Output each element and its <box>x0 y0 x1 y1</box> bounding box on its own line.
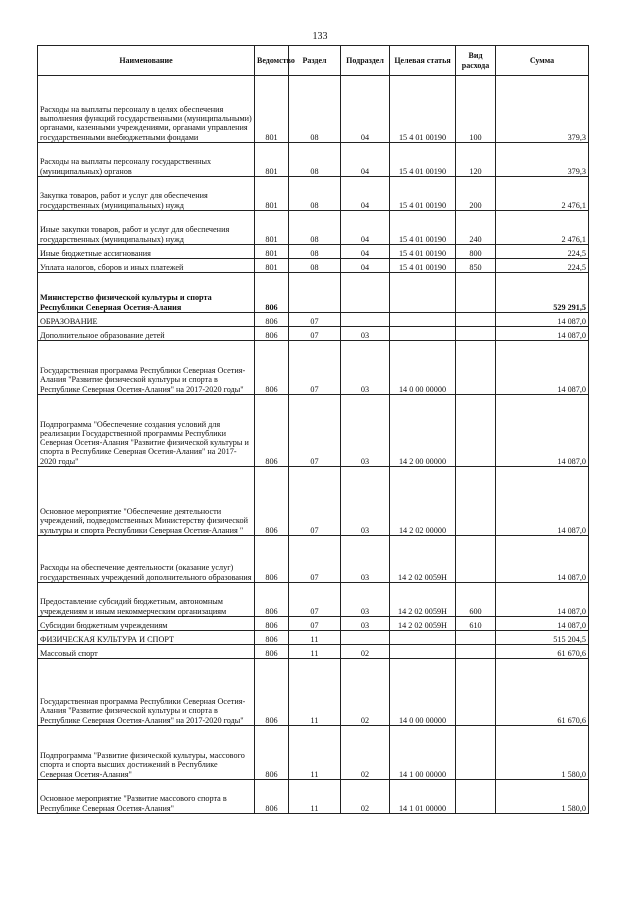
cell-target: 15 4 01 00190 <box>390 259 456 273</box>
cell-subsection: 03 <box>341 395 390 467</box>
cell-subsection: 02 <box>341 780 390 814</box>
cell-exp-type <box>456 536 496 583</box>
cell-dept: 806 <box>255 341 289 395</box>
cell-exp-type <box>456 645 496 659</box>
table-row <box>38 645 589 659</box>
cell-dept: 801 <box>255 177 289 211</box>
cell-sum: 2 476,1 <box>496 211 589 245</box>
cell-exp-type: 600 <box>456 583 496 617</box>
cell-subsection: 03 <box>341 536 390 583</box>
cell-name: Основное мероприятие "Развитие массового спорта в Республике Северная Осетия-Алания" <box>38 780 255 814</box>
cell-exp-type <box>456 341 496 395</box>
cell-exp-type <box>456 313 496 327</box>
cell-subsection: 02 <box>341 726 390 780</box>
cell-section: 07 <box>289 313 341 327</box>
cell-name: Подпрограмма "Развитие физической культуры, массового спорта и спорта высших достижений в Республике Северная Осетия-Алания" <box>38 726 255 780</box>
cell-exp-type <box>456 780 496 814</box>
table-row <box>38 313 589 327</box>
cell-subsection: 04 <box>341 143 390 177</box>
cell-sum: 2 476,1 <box>496 177 589 211</box>
cell-target: 15 4 01 00190 <box>390 177 456 211</box>
cell-exp-type: 240 <box>456 211 496 245</box>
cell-exp-type: 200 <box>456 177 496 211</box>
cell-section: 07 <box>289 467 341 536</box>
table-row <box>38 617 589 631</box>
cell-dept: 806 <box>255 273 289 313</box>
cell-dept: 806 <box>255 536 289 583</box>
cell-target <box>390 631 456 645</box>
cell-subsection: 04 <box>341 76 390 143</box>
cell-dept: 801 <box>255 259 289 273</box>
col-header-name: Наименование <box>38 46 255 76</box>
cell-dept: 806 <box>255 583 289 617</box>
cell-target: 15 4 01 00190 <box>390 76 456 143</box>
cell-sum: 529 291,5 <box>496 273 589 313</box>
table-row <box>38 467 589 536</box>
cell-section: 07 <box>289 617 341 631</box>
cell-name: Иные закупки товаров, работ и услуг для обеспечения государственных (муниципальных) нужд <box>38 211 255 245</box>
cell-name: Дополнительное образование детей <box>38 327 255 341</box>
cell-sum: 379,3 <box>496 76 589 143</box>
table-row <box>38 245 589 259</box>
table-row <box>38 536 589 583</box>
cell-name: Государственная программа Республики Северная Осетия-Алания "Развитие физической культуры и спорта в Республике Северная Осетия-Алания" на 2017-2020 годы" <box>38 659 255 726</box>
table-row <box>38 273 589 313</box>
cell-sum: 14 087,0 <box>496 341 589 395</box>
cell-exp-type: 120 <box>456 143 496 177</box>
cell-target: 14 2 02 0059Н <box>390 536 456 583</box>
cell-name: Уплата налогов, сборов и иных платежей <box>38 259 255 273</box>
cell-target: 15 4 01 00190 <box>390 211 456 245</box>
cell-name: Основное мероприятие "Обеспечение деятельности учреждений, подведомственных Министерству физической культуры и спорта Республики Северная Осетия-Алания " <box>38 467 255 536</box>
col-header-subsection: Подраздел <box>341 46 390 76</box>
cell-dept: 801 <box>255 76 289 143</box>
cell-exp-type: 100 <box>456 76 496 143</box>
table-header-row <box>38 46 589 76</box>
table-row <box>38 211 589 245</box>
cell-name: Закупка товаров, работ и услуг для обеспечения государственных (муниципальных) нужд <box>38 177 255 211</box>
cell-name: Предоставление субсидий бюджетным, автономным учреждениям и иным некоммерческим организациям <box>38 583 255 617</box>
table-row <box>38 659 589 726</box>
cell-section: 07 <box>289 341 341 395</box>
cell-exp-type: 850 <box>456 259 496 273</box>
cell-name: Расходы на выплаты персоналу в целях обеспечения выполнения функций государственными (муниципальными) органами, казенными учреждениями, органами управления государственными внебюджетными фондами <box>38 76 255 143</box>
cell-section: 11 <box>289 659 341 726</box>
cell-section <box>289 273 341 313</box>
cell-target: 15 4 01 00190 <box>390 245 456 259</box>
cell-section: 07 <box>289 395 341 467</box>
table-row <box>38 780 589 814</box>
cell-section: 11 <box>289 780 341 814</box>
cell-exp-type: 800 <box>456 245 496 259</box>
cell-name: Расходы на обеспечение деятельности (оказание услуг) государственных учреждений дополнительного образования <box>38 536 255 583</box>
cell-target: 14 2 02 00000 <box>390 467 456 536</box>
cell-section: 08 <box>289 245 341 259</box>
cell-dept: 806 <box>255 313 289 327</box>
cell-section: 07 <box>289 583 341 617</box>
cell-dept: 806 <box>255 726 289 780</box>
cell-exp-type <box>456 659 496 726</box>
cell-sum: 14 087,0 <box>496 313 589 327</box>
cell-target <box>390 313 456 327</box>
cell-target: 14 0 00 00000 <box>390 341 456 395</box>
cell-section: 08 <box>289 177 341 211</box>
cell-exp-type <box>456 631 496 645</box>
cell-subsection: 04 <box>341 259 390 273</box>
cell-dept: 801 <box>255 245 289 259</box>
cell-section: 08 <box>289 143 341 177</box>
cell-dept: 806 <box>255 617 289 631</box>
page-number: 133 <box>312 31 328 42</box>
table-row <box>38 76 589 143</box>
cell-name: Государственная программа Республики Северная Осетия-Алания "Развитие физической культуры и спорта в Республике Северная Осетия-Алания" на 2017-2020 годы" <box>38 341 255 395</box>
cell-name: ФИЗИЧЕСКАЯ КУЛЬТУРА И СПОРТ <box>38 631 255 645</box>
table-row <box>38 177 589 211</box>
cell-section: 08 <box>289 259 341 273</box>
table-row <box>38 143 589 177</box>
cell-target: 14 2 02 0059Н <box>390 617 456 631</box>
col-header-exp-type: Вид расхода <box>456 46 496 76</box>
cell-target: 14 1 01 00000 <box>390 780 456 814</box>
cell-subsection: 02 <box>341 659 390 726</box>
cell-dept: 806 <box>255 467 289 536</box>
cell-target: 14 2 00 00000 <box>390 395 456 467</box>
cell-sum: 14 087,0 <box>496 617 589 631</box>
cell-subsection: 03 <box>341 617 390 631</box>
cell-section: 07 <box>289 536 341 583</box>
cell-sum: 224,5 <box>496 245 589 259</box>
table-row <box>38 631 589 645</box>
table-row <box>38 583 589 617</box>
cell-sum: 61 670,6 <box>496 659 589 726</box>
cell-dept: 806 <box>255 631 289 645</box>
cell-sum: 515 204,5 <box>496 631 589 645</box>
cell-target <box>390 645 456 659</box>
cell-target <box>390 273 456 313</box>
cell-dept: 801 <box>255 143 289 177</box>
cell-subsection <box>341 313 390 327</box>
table-row <box>38 327 589 341</box>
cell-sum: 14 087,0 <box>496 395 589 467</box>
cell-name: ОБРАЗОВАНИЕ <box>38 313 255 327</box>
cell-sum: 379,3 <box>496 143 589 177</box>
cell-subsection <box>341 631 390 645</box>
col-header-section: Раздел <box>289 46 341 76</box>
cell-target: 14 2 02 0059Н <box>390 583 456 617</box>
cell-dept: 806 <box>255 780 289 814</box>
cell-section: 07 <box>289 327 341 341</box>
cell-sum: 14 087,0 <box>496 536 589 583</box>
cell-subsection: 04 <box>341 177 390 211</box>
cell-dept: 806 <box>255 395 289 467</box>
cell-name: Массовый спорт <box>38 645 255 659</box>
cell-section: 08 <box>289 76 341 143</box>
cell-subsection: 03 <box>341 327 390 341</box>
table-row <box>38 726 589 780</box>
cell-target <box>390 327 456 341</box>
table-row <box>38 395 589 467</box>
cell-section: 08 <box>289 211 341 245</box>
cell-sum: 14 087,0 <box>496 327 589 341</box>
cell-subsection: 02 <box>341 645 390 659</box>
table-row <box>38 259 589 273</box>
cell-section: 11 <box>289 726 341 780</box>
cell-section: 11 <box>289 645 341 659</box>
cell-exp-type <box>456 273 496 313</box>
cell-subsection: 04 <box>341 245 390 259</box>
table-row <box>38 341 589 395</box>
cell-sum: 1 580,0 <box>496 780 589 814</box>
cell-exp-type <box>456 726 496 780</box>
cell-sum: 61 670,6 <box>496 645 589 659</box>
cell-name: Расходы на выплаты персоналу государственных (муниципальных) органов <box>38 143 255 177</box>
budget-table <box>37 45 589 814</box>
col-header-sum: Сумма <box>496 46 589 76</box>
cell-target: 14 1 00 00000 <box>390 726 456 780</box>
cell-target: 15 4 01 00190 <box>390 143 456 177</box>
cell-name: Субсидии бюджетным учреждениям <box>38 617 255 631</box>
cell-target: 14 0 00 00000 <box>390 659 456 726</box>
cell-dept: 806 <box>255 659 289 726</box>
cell-exp-type: 610 <box>456 617 496 631</box>
cell-name: Иные бюджетные ассигнования <box>38 245 255 259</box>
cell-subsection <box>341 273 390 313</box>
cell-dept: 806 <box>255 645 289 659</box>
cell-exp-type <box>456 467 496 536</box>
cell-name: Подпрограмма "Обеспечение создания условий для реализации Государственной программы Республики Северная Осетия-Алания "Развитие физической культуры и спорта в Республике Северная Осетия-Алания" на 2017-2020 годы" <box>38 395 255 467</box>
cell-subsection: 03 <box>341 583 390 617</box>
cell-sum: 14 087,0 <box>496 583 589 617</box>
col-header-dept: Ведомство <box>255 46 289 76</box>
cell-exp-type <box>456 395 496 467</box>
col-header-target: Целевая статья <box>390 46 456 76</box>
cell-sum: 1 580,0 <box>496 726 589 780</box>
cell-subsection: 03 <box>341 467 390 536</box>
cell-subsection: 04 <box>341 211 390 245</box>
cell-sum: 14 087,0 <box>496 467 589 536</box>
cell-subsection: 03 <box>341 341 390 395</box>
cell-dept: 801 <box>255 211 289 245</box>
cell-section: 11 <box>289 631 341 645</box>
cell-sum: 224,5 <box>496 259 589 273</box>
cell-exp-type <box>456 327 496 341</box>
cell-name: Министерство физической культуры и спорта Республики Северная Осетия-Алания <box>38 273 255 313</box>
cell-dept: 806 <box>255 327 289 341</box>
